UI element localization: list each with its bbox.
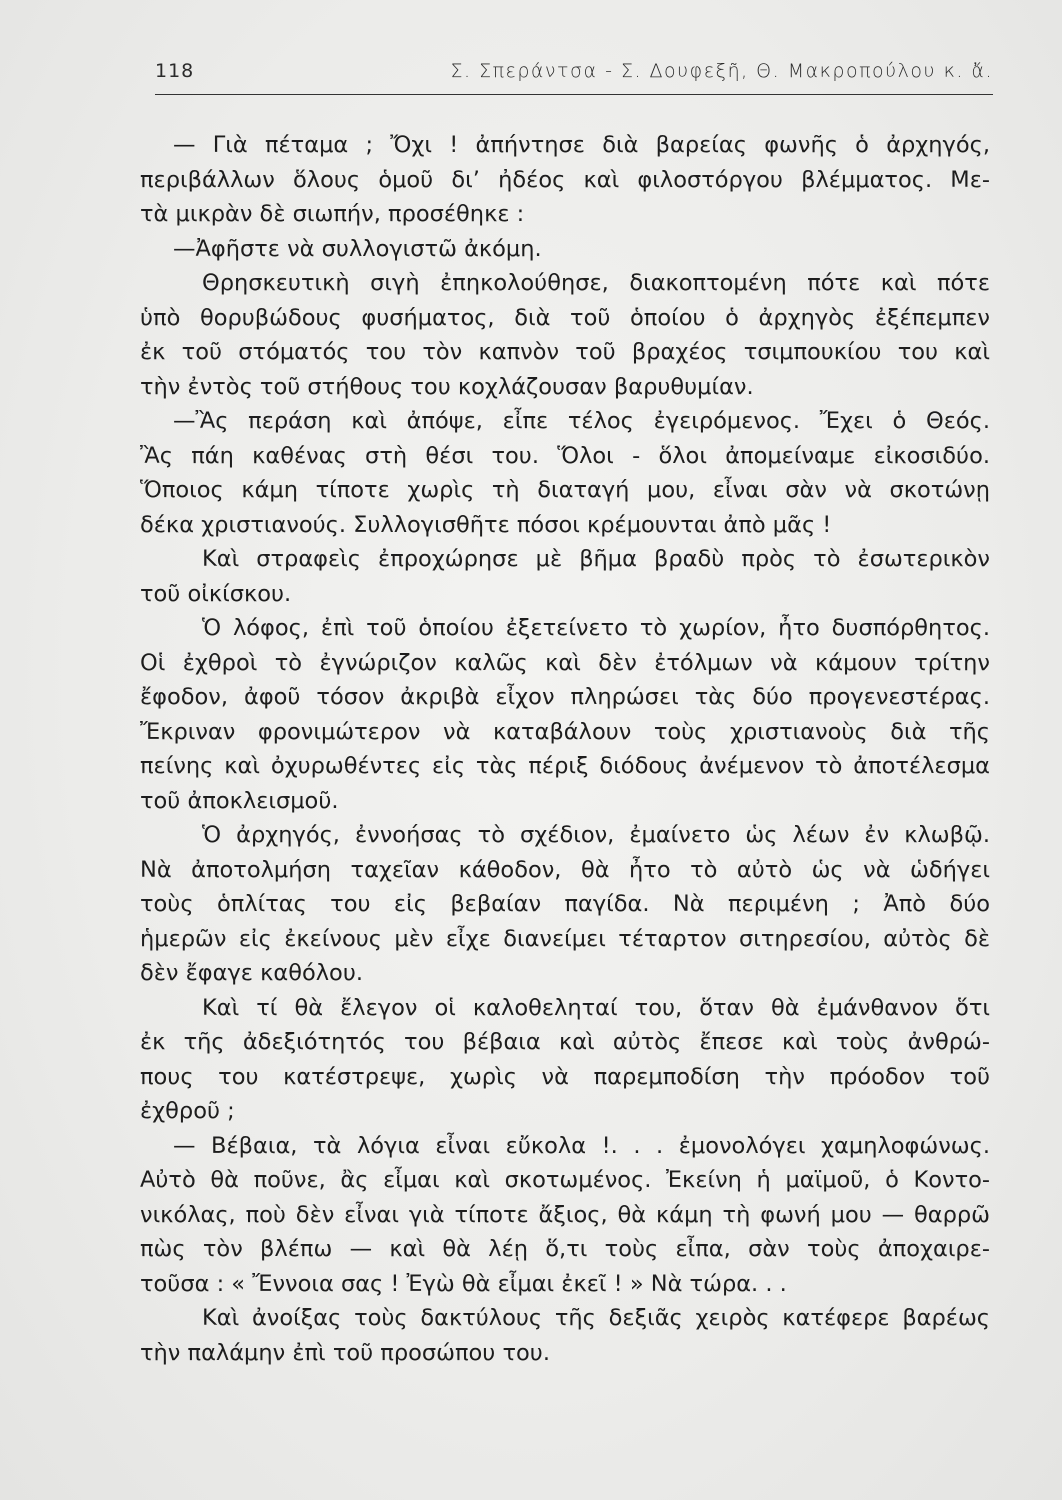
running-head-title: Σ. Σπεράντσα - Σ. Δουφεξῆ, Θ. Μακροπούλου κ. ἄ. [450, 60, 993, 82]
header-rule [155, 94, 993, 95]
text-line: Θρησκευτικὴ σιγὴ ἐπηκολούθησε, διακοπτομένη πότε καὶ πότε [202, 270, 990, 296]
text-line: ἐκ τῆς ἀδεξιότητός του βέβαια καὶ αὐτὸς ἔπεσε καὶ τοὺς ἀνθρώ- [140, 1029, 990, 1055]
text-line: —Ἀφῆστε νὰ συλλογιστῶ ἀκόμη. [173, 235, 542, 262]
text-line: τὴν παλάμην ἐπὶ τοῦ προσώπου του. [140, 1339, 550, 1366]
text-line: Οἱ ἐχθροὶ τὸ ἐγνώριζον καλῶς καὶ δὲν ἐτόλμων νὰ κάμουν τρίτην [140, 649, 990, 676]
text-line: ὑπὸ θορυβώδους φυσήματος, διὰ τοῦ ὁποίου ὁ ἀρχηγὸς ἐξέπεμπεν [140, 304, 990, 331]
text-line: δὲν ἔφαγε καθόλου. [140, 960, 363, 986]
text-line: ἔφοδον, ἀφοῦ τόσον ἀκριβὰ εἶχον πληρώσει τὰς δύο προγενεστέρας. [140, 684, 990, 710]
text-line: πείνης καὶ ὀχυρωθέντες εἰς τὰς πέριξ διόδους ἀνέμενον τὸ ἀποτέλεσμα [140, 753, 990, 779]
text-line: ἡμερῶν εἰς ἐκείνους μὲν εἶχε διανείμει τέταρτον σιτηρεσίου, αὐτὸς δὲ [140, 925, 990, 952]
page-number: 118 [155, 60, 195, 82]
text-line: Αὐτὸ θὰ ποῦνε, ἂς εἶμαι καὶ σκοτωμένος. Ἐκείνη ἡ μαϊμοῦ, ὁ Κοντο- [140, 1167, 990, 1193]
text-line: Ἔκριναν φρονιμώτερον νὰ καταβάλουν τοὺς χριστιανοὺς διὰ τῆς [140, 718, 990, 745]
text-line: Ὁ λόφος, ἐπὶ τοῦ ὁποίου ἐξετείνετο τὸ χωρίον, ἦτο δυσπόρθητος. [202, 615, 990, 641]
text-line: Καὶ στραφεὶς ἐπροχώρησε μὲ βῆμα βραδὺ πρὸς τὸ ἐσωτερικὸν [202, 546, 990, 572]
text-line: πους του κατέστρεψε, χωρὶς νὰ παρεμποδίση τὴν πρόοδον τοῦ [140, 1063, 990, 1090]
text-line: τὰ μικρὰν δὲ σιωπήν, προσέθηκε : [140, 201, 525, 227]
text-line: τοῦσα : « Ἔννοια σας ! Ἐγὼ θὰ εἶμαι ἐκεῖ ! » Νὰ τώρα. . . [140, 1270, 787, 1297]
text-line: τὴν ἐντὸς τοῦ στήθους του κοχλάζουσαν βαρυθυμίαν. [140, 373, 754, 400]
text-line: Καὶ τί θὰ ἔλεγον οἱ καλοθεληταί του, ὅταν θὰ ἐμάνθανον ὅτι [202, 994, 990, 1021]
text-line: Καὶ ἀνοίξας τοὺς δακτύλους τῆς δεξιᾶς χειρὸς κατέφερε βαρέως [202, 1305, 990, 1331]
text-line: Ἂς πάη καθένας στὴ θέσι του. Ὅλοι - ὅλοι ἀπομείναμε εἰκοσιδύο. [140, 442, 990, 469]
text-line: — Βέβαια, τὰ λόγια εἶναι εὔκολα !. . . ἐμονολόγει χαμηλοφώνως. [173, 1132, 990, 1159]
text-line: νικόλας, ποὺ δὲν εἶναι γιὰ τίποτε ἄξιος, θὰ κάμη τὴ φωνή μου — θαρρῶ [140, 1201, 990, 1228]
text-line: — Γιὰ πέταμα ; Ὄχι ! ἀπήντησε διὰ βαρείας φωνῆς ὁ ἀρχηγός, [173, 132, 990, 158]
text-line: Ὅποιος κάμη τίποτε χωρὶς τὴ διαταγή μου, εἶναι σὰν νὰ σκοτώνῃ [140, 477, 990, 503]
text-line: ἐχθροῦ ; [140, 1098, 235, 1124]
text-line: Νὰ ἀποτολμήση ταχεῖαν κάθοδον, θὰ ἦτο τὸ αὐτὸ ὡς νὰ ὡδήγει [140, 856, 990, 883]
text-line: τοῦ οἰκίσκου. [140, 580, 292, 607]
text-line: πὼς τὸν βλέπω — καὶ θὰ λέῃ ὅ,τι τοὺς εἶπα, σὰν τοὺς ἀποχαιρε- [140, 1236, 990, 1262]
body-text [140, 128, 990, 1370]
running-head [155, 56, 995, 90]
text-line: τοὺς ὁπλίτας του εἰς βεβαίαν παγίδα. Νὰ περιμένη ; Ἀπὸ δύο [140, 891, 990, 917]
text-line: Ὁ ἀρχηγός, ἐννοήσας τὸ σχέδιον, ἐμαίνετο ὡς λέων ἐν κλωβῷ. [202, 822, 990, 848]
text-line: δέκα χριστιανούς. Συλλογισθῆτε πόσοι κρέμουνται ἀπὸ μᾶς ! [140, 511, 832, 538]
text-line: τοῦ ἀποκλεισμοῦ. [140, 787, 339, 814]
text-line: —Ἂς περάση καὶ ἀπόψε, εἶπε τέλος ἐγειρόμενος. Ἔχει ὁ Θεός. [173, 408, 990, 434]
text-line: περιβάλλων ὅλους ὁμοῦ δι’ ἠδέος καὶ φιλοστόργου βλέμματος. Με- [140, 166, 990, 193]
text-line: ἐκ τοῦ στόματός του τὸν καπνὸν τοῦ βραχέος τσιμπουκίου του καὶ [140, 339, 990, 365]
